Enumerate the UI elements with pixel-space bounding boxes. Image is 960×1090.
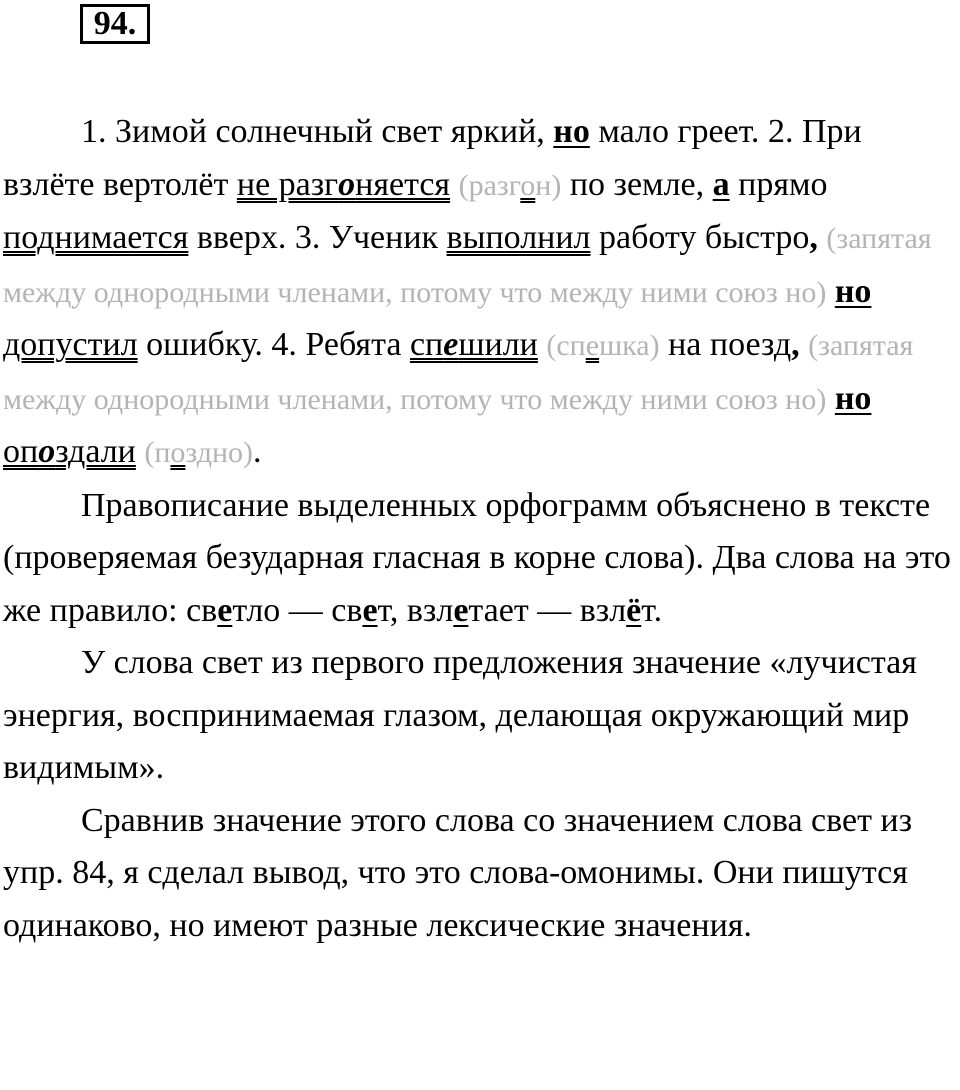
verb-podnimaetsya: поднимается — [3, 219, 189, 256]
exercise-text — [3, 106, 958, 952]
s1-text-b: мало греет. — [598, 113, 760, 150]
conjunction-a: а — [712, 165, 730, 203]
hint-comma-2: (запятая между однородными членами, потому что между ними союз но) — [3, 329, 914, 416]
s4-text-b: на поезд — [668, 326, 792, 363]
s4-end: . — [253, 433, 262, 470]
s3-text: Ученик — [328, 219, 439, 256]
s2-text-c: прямо — [738, 165, 828, 203]
comma-1: , — [809, 219, 818, 256]
s3-text-b: работу быстро — [599, 219, 810, 256]
conjunction-no-2: но — [834, 272, 872, 310]
conjunction-no-1: но — [553, 113, 590, 150]
vowel-e-3: е — [453, 591, 469, 629]
verb-ne-razgonyaetsya: не разгоняется — [236, 165, 451, 203]
s4-num: 4. — [271, 326, 297, 363]
paragraph-conclusion: Сравнив значение этого слова со значением слова свет из упр. 84, я сделал вывод, что это слова-омонимы. Они пишутся одинаково, но имеют разные лексические значения. — [3, 801, 913, 944]
conjunction-no-3: но — [834, 379, 872, 417]
s3-text-c: ошибку. — [146, 326, 263, 363]
s2-text: При взлёте вертолёт — [3, 113, 862, 203]
verb-speshili: спешили — [409, 326, 538, 363]
s3-num: 3. — [294, 219, 321, 256]
s2-text-d: вверх. — [196, 219, 287, 256]
verb-opozdali: опоздали — [3, 433, 136, 470]
exercise-number: 94. — [80, 4, 150, 44]
hint-pozdno: (поздно) — [144, 436, 254, 469]
verb-vypolnil: выполнил — [446, 219, 591, 256]
s2-text-b: по земле, — [569, 165, 705, 203]
hint-comma-1: (запятая между однородными членами, потому что между ними союз но) — [3, 222, 932, 309]
s2-num: 2. — [767, 113, 794, 150]
hint-razgon: (разгон) — [458, 168, 562, 202]
vowel-e-1: е — [217, 591, 233, 629]
vowel-yo: ё — [626, 591, 642, 629]
s4-text: Ребята — [305, 326, 402, 363]
paragraph-meaning: У слова свет из первого предложения значение «лучистая энергия, воспринимаемая глазом, делающая окружающий мир видимым». — [3, 644, 917, 786]
s1-num: 1. — [81, 113, 107, 150]
paragraph-spelling: Правописание выделенных орфограмм объяснено в тексте (проверяемая безударная гласная в корне слова). Два слова на это же правило: светло — свет, взлетает — взлёт. — [3, 486, 951, 629]
vowel-e-2: е — [362, 591, 378, 629]
verb-dopustil: допустил — [3, 326, 138, 363]
paragraph-sentences — [3, 106, 958, 480]
s1-text: Зимой солнечный свет яркий, — [115, 113, 545, 150]
comma-2: , — [791, 326, 800, 363]
hint-speshka: (спешка) — [546, 329, 660, 362]
